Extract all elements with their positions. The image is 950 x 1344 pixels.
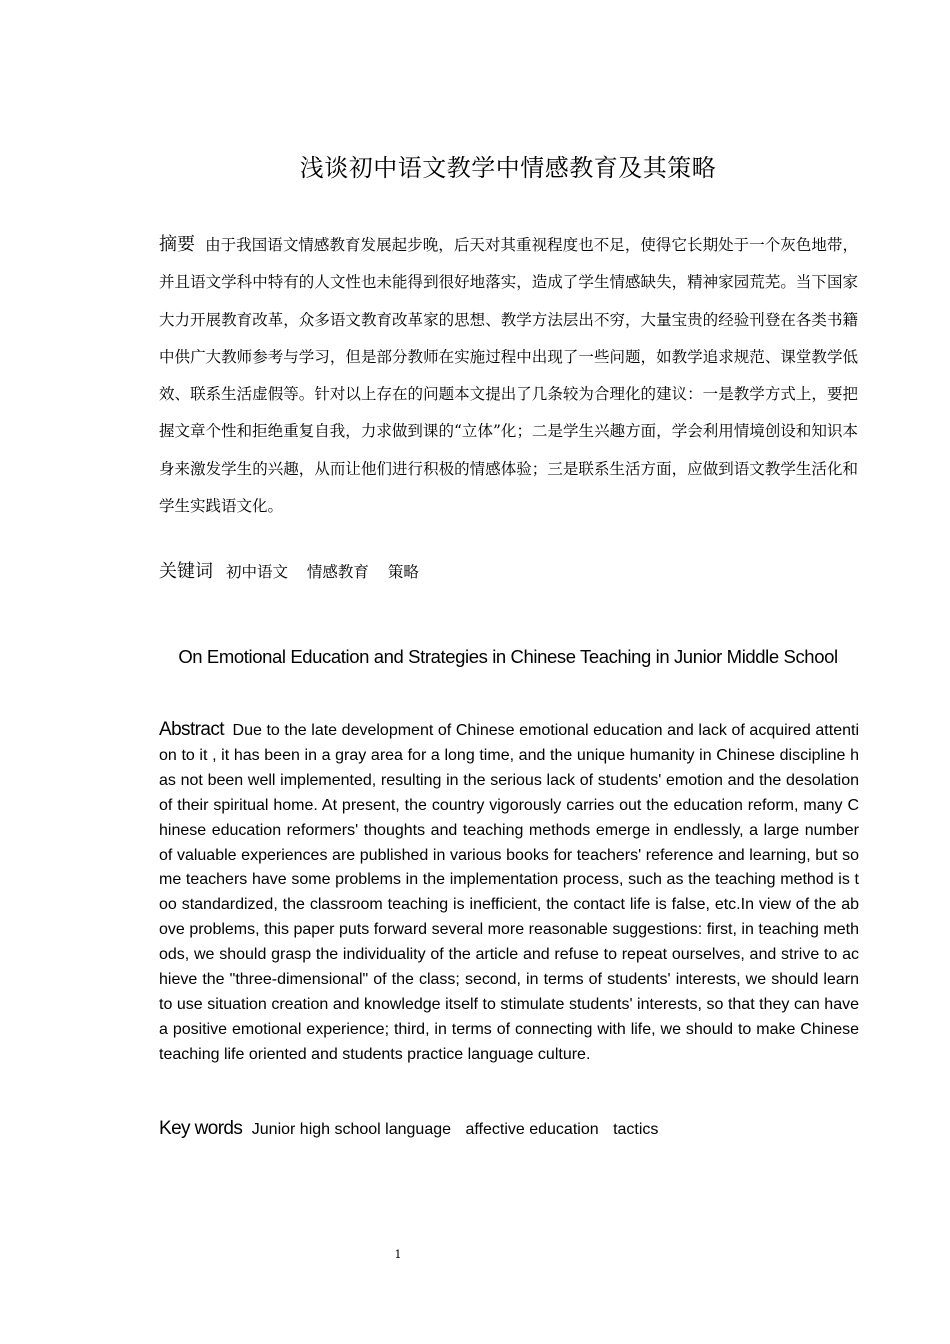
english-keyword: tactics: [613, 1121, 659, 1138]
chinese-abstract-label: 摘要: [159, 234, 196, 255]
english-abstract-text: Due to the late development of Chinese emotional education and lack of acquired attention to it , it has been in a gray area for a long time, and the unique humanity in Chinese discipline has not been well implemented, resulting in the serious lack of students' emotion and the desolation of their spiritual home. At present, the country vigorously carries out the education reform, many Chinese education reformers' thoughts and teaching methods emerge in endlessly, a large number of valuable experiences are published in various books for teachers' reference and learning, but some teachers have some problems in the implementation process, such as the teaching method is too standardized, the classroom teaching is inefficient, the contact life is false, etc.In view of the above problems, this paper puts forward several more reasonable suggestions: first, in teaching methods, we should grasp the individuality of the article and refuse to repeat ourselves, and strive to achieve the "three-dimensional" of the class; second, in terms of students' interests, we should learn to use situation creation and knowledge itself to stimulate students' interests, so that they can have a positive emotional experience; third, in terms of connecting with life, we should to make Chinese teaching life oriented and students practice language culture.: [159, 722, 859, 1063]
chinese-abstract: [159, 226, 858, 525]
english-keywords-label: Key words: [159, 1118, 243, 1139]
english-abstract-label: Abstract: [159, 719, 224, 740]
english-keywords: [159, 1116, 859, 1142]
chinese-abstract-text: 由于我国语文情感教育发展起步晚，后天对其重视程度也不足，使得它长期处于一个灰色地带，并且语文学科中特有的人文性也未能得到很好地落实，造成了学生情感缺失，精神家园荒芜。当下国家大力开展教育改革，众多语文教育改革家的思想、教学方法层出不穷，大量宝贵的经验刊登在各类书籍中供广大教师参考与学习，但是部分教师在实施过程中出现了一些问题，如教学追求规范、课堂教学低效、联系生活虚假等。针对以上存在的问题本文提出了几条较为合理化的建议：一是教学方式上，要把握文章个性和拒绝重复自我，力求做到课的“立体”化；二是学生兴趣方面，学会利用情境创设和知识本身来激发学生的兴趣，从而让他们进行积极的情感体验；三是联系生活方面，应做到语文教学生活化和学生实践语文化。: [159, 236, 858, 516]
chinese-title: 浅谈初中语文教学中情感教育及其策略: [299, 154, 717, 182]
chinese-keywords: [159, 557, 858, 587]
chinese-keyword: 策略: [387, 563, 419, 581]
english-keyword: Junior high school language: [251, 1121, 452, 1138]
chinese-keywords-label: 关键词: [159, 561, 213, 582]
chinese-keyword: 情感教育: [306, 563, 369, 581]
english-title: On Emotional Education and Strategies in Chinese Teaching in Junior Middle School: [178, 646, 838, 667]
english-keyword: affective education: [465, 1121, 599, 1138]
chinese-keyword: 初中语文: [225, 563, 288, 581]
english-abstract: [159, 718, 859, 1068]
page-number: 1: [394, 1248, 402, 1261]
